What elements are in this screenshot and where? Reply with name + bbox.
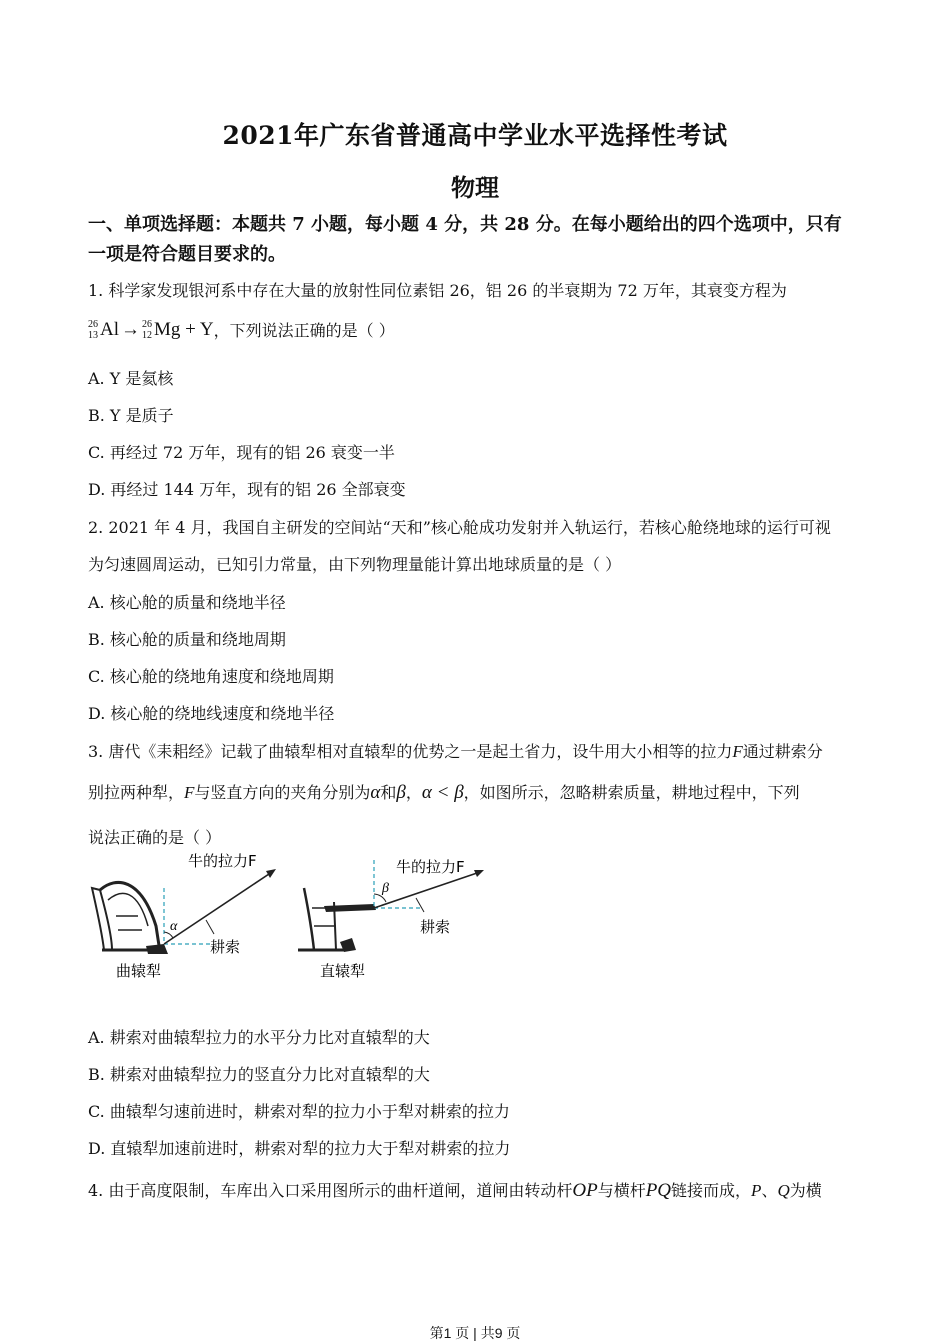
alpha-symbol: α <box>370 782 381 803</box>
left-rope-label: 耕索 <box>210 938 241 956</box>
q2-option-d: D. 核心舱的绕地线速度和绕地半径 <box>88 704 335 723</box>
right-rope-label: 耕索 <box>420 918 451 936</box>
q2-option-b: B. 核心舱的质量和绕地周期 <box>88 630 286 649</box>
straight-plough-diagram <box>298 858 484 980</box>
pq-symbol: PQ <box>645 1180 672 1201</box>
q1-option-a: A. Y 是氦核 <box>88 369 174 388</box>
plough-figure <box>86 846 506 986</box>
q1-stem-line2 <box>88 318 395 341</box>
q2-option-a: A. 核心舱的质量和绕地半径 <box>88 593 286 612</box>
q3-stem-line3: 说法正确的是（ ） <box>88 828 222 847</box>
q3-option-a: A. 耕索对曲辕犁拉力的水平分力比对直辕犁的大 <box>88 1028 430 1047</box>
decay-arrow: → <box>121 318 140 340</box>
op-symbol: OP <box>572 1180 598 1201</box>
curved-plough-diagram <box>92 852 276 980</box>
beta-symbol: β <box>396 782 406 803</box>
left-force-label: 牛的拉力F <box>188 852 257 870</box>
section-heading <box>88 210 868 270</box>
q3-stem-line2: 别拉两种犁，F与竖直方向的夹角分别为α和β，α < β，如图所示，忽略耕索质量，耕地过程中，下列 <box>88 782 800 803</box>
q2-stem-line1: 2. 2021 年 4 月，我国自主研发的空间站“天和”核心舱成功发射并入轨运行，若核心舱绕地球的运行可视 <box>88 518 831 537</box>
q1-option-d: D. 再经过 144 万年，现有的铝 26 全部衰变 <box>88 480 406 499</box>
q2-stem-line2: 为匀速圆周运动，已知引力常量，由下列物理量能计算出地球质量的是（ ） <box>88 555 622 574</box>
section-heading-line1: 一、单项选择题：本题共 7 小题，每小题 4 分，共 28 分。在每小题给出的四个选项中，只有 <box>88 214 842 235</box>
right-force-label: 牛的拉力F <box>396 858 465 876</box>
q1-stem-line1: 1. 科学家发现银河系中存在大量的放射性同位素铝 26，铝 26 的半衰期为 72 万年，其衰变方程为 <box>88 281 787 300</box>
q3-stem-line1: 3. 唐代《耒耜经》记载了曲辕犁相对直辕犁的优势之一是起土省力，设牛用大小相等的拉力F通过耕索分 <box>88 742 823 761</box>
q4-stem-line1: 4. 由于高度限制，车库出入口采用图所示的曲杆道闸，道闸由转动杆OP与横杆PQ链接而成，P、Q为横 <box>88 1180 822 1201</box>
magnesium-nuclide: 26 12 Mg + Y <box>142 318 214 341</box>
q3-option-c: C. 曲辕犁匀速前进时，耕索对犁的拉力小于犁对耕索的拉力 <box>88 1102 510 1121</box>
left-caption: 曲辕犁 <box>116 962 162 980</box>
right-caption: 直辕犁 <box>320 962 366 980</box>
subject-title: 物理 <box>451 173 499 202</box>
q3-option-b: B. 耕索对曲辕犁拉力的竖直分力比对直辕犁的大 <box>88 1065 430 1084</box>
var-f: F <box>732 742 743 761</box>
q1-option-c: C. 再经过 72 万年，现有的铝 26 衰变一半 <box>88 443 395 462</box>
q1-option-b: B. Y 是质子 <box>88 406 174 425</box>
right-beta-label: β <box>382 881 389 896</box>
q2-option-c: C. 核心舱的绕地角速度和绕地周期 <box>88 667 334 686</box>
section-heading-line2: 一项是符合题目要求的。 <box>88 244 286 265</box>
left-alpha-label: α <box>170 919 178 934</box>
page-footer: 第1 页 | 共9 页 <box>429 1325 521 1341</box>
exam-title: 2021年广东省普通高中学业水平选择性考试 <box>222 121 728 150</box>
inequality: α < β <box>421 782 464 803</box>
q1-stem-tail: ，下列说法正确的是（ ） <box>213 321 395 340</box>
q3-option-d: D. 直辕犁加速前进时，耕索对犁的拉力大于犁对耕索的拉力 <box>88 1139 511 1158</box>
aluminum-nuclide: 26 13 Al <box>88 318 119 341</box>
